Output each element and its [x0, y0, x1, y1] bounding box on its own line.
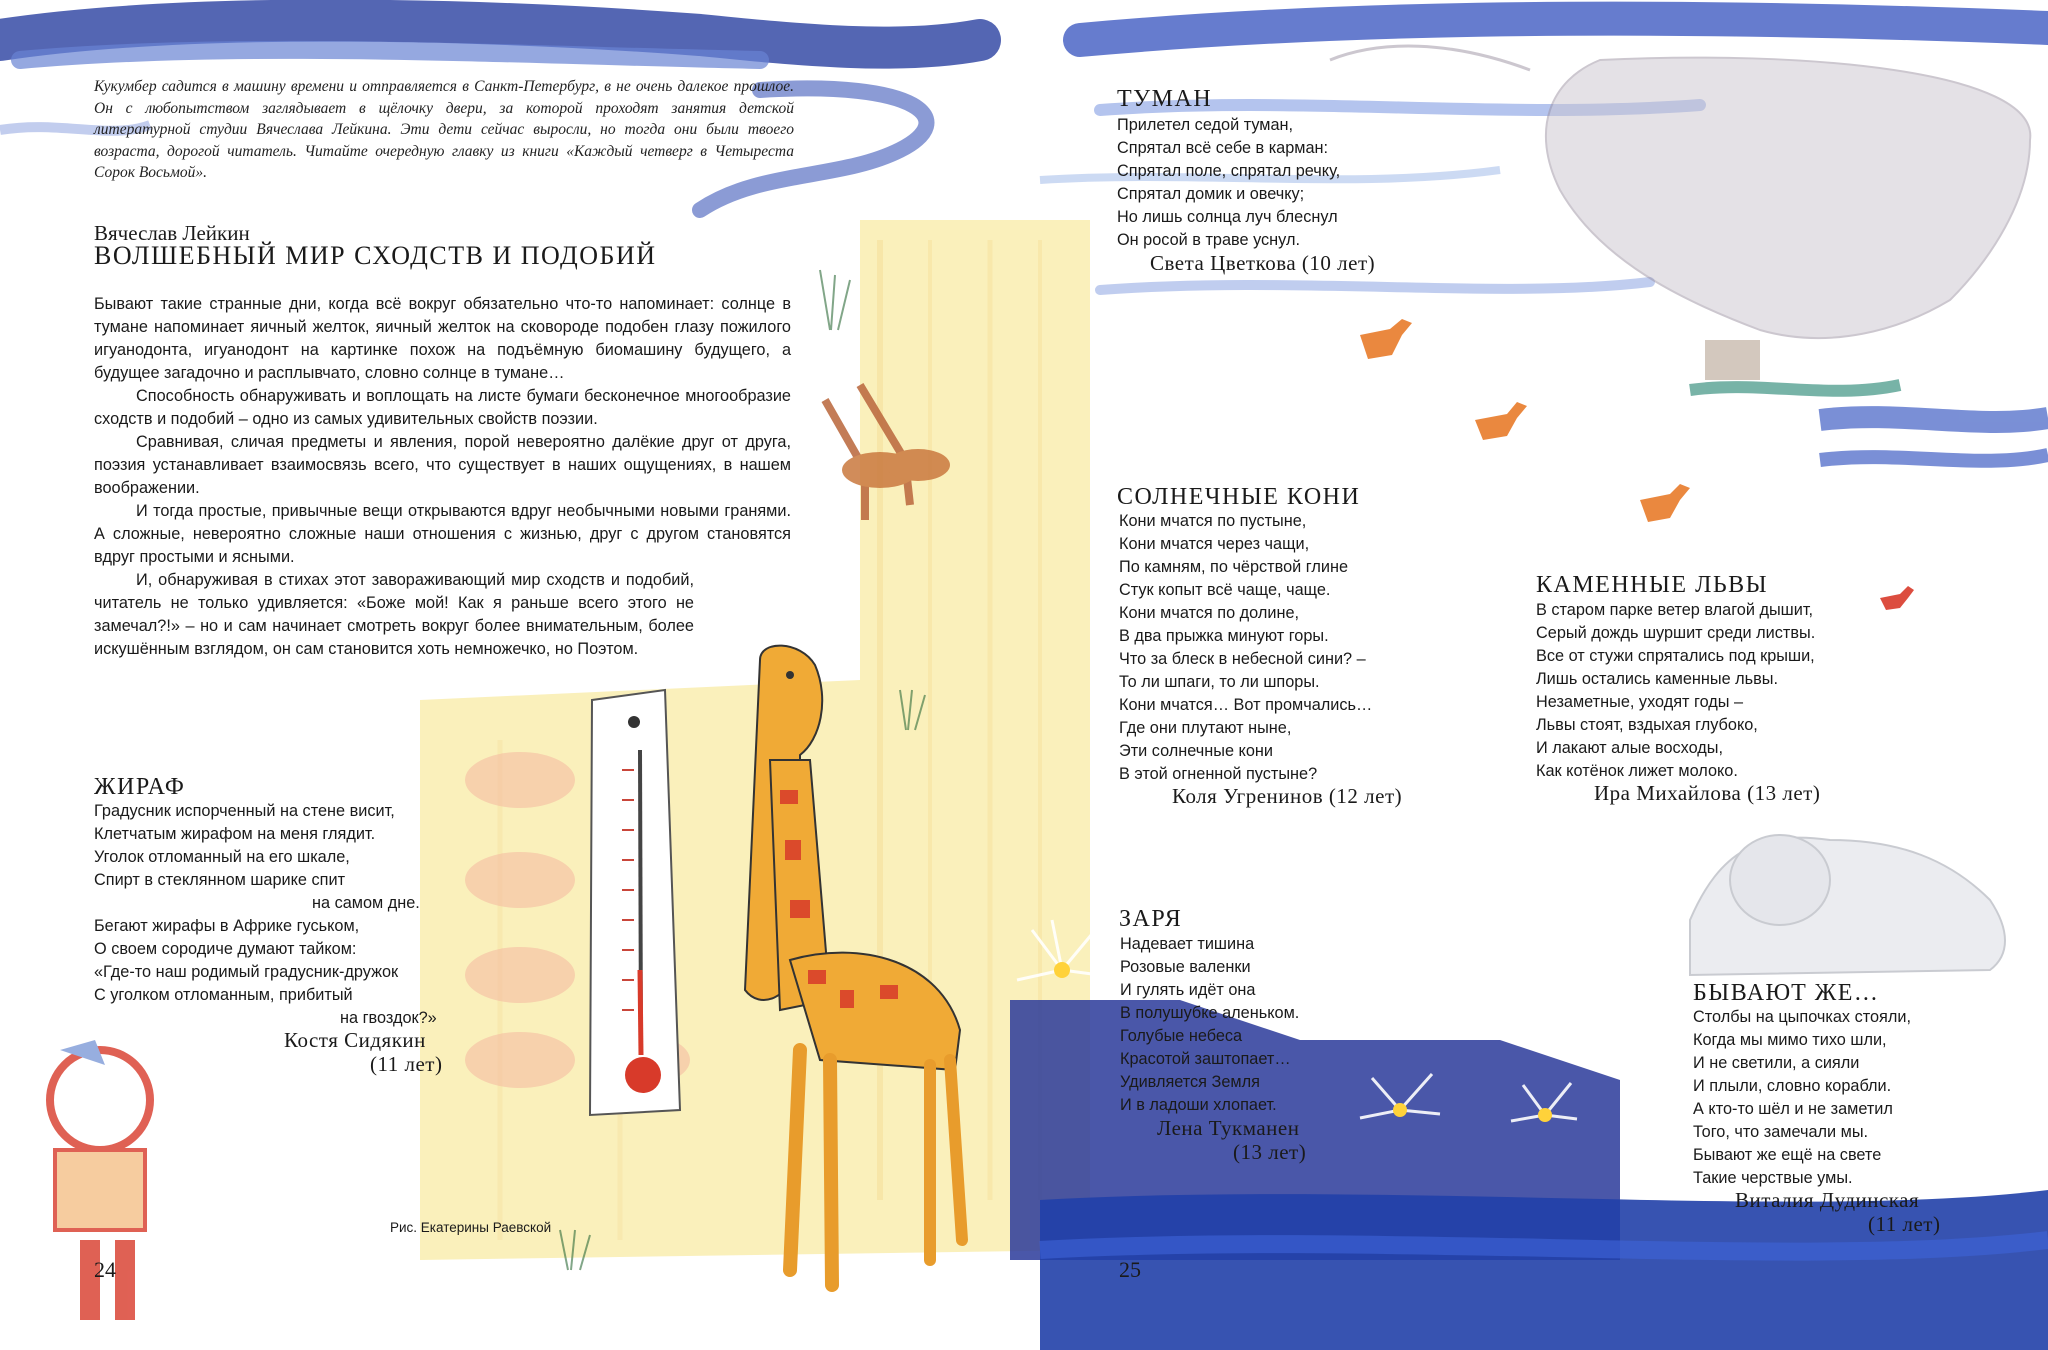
essay-paragraph: И, обнаруживая в стихах этот завораживающий мир сходств и подобий, читатель не только удивляется: «Боже мой! Как я раньше всего этого не замечал?!» – но и сам начинает смотреть вокруг более внимательным, более искушённым взглядом, он сам становится хоть немножечко, но Поэтом. — [94, 571, 694, 658]
poem-line: Кони мчатся… Вот промчались… — [1119, 696, 1373, 714]
poem-sun-horses-signature: Коля Угренинов (12 лет) — [1172, 784, 1403, 808]
poem-stone-lions-signature: Ира Михайлова (13 лет) — [1594, 781, 1821, 805]
intro-text: Кукумбер садится в машину времени и отправляется в Санкт-Петербург, в не очень далекое прошлое. Он с любопытством заглядывает в щёлочку двери, за которой проходят занятия детской литературной студии Вячеслава Лейкина. Эти дети сейчас выросли, но тогда они были твоего возраста, дорогой читатель. Читайте очередную главку из книги «Каждый четверг в Четыреста Сорок Восьмой». — [94, 78, 794, 181]
poem-line: Градусник испорченный на стене висит, — [94, 802, 395, 820]
page-number-left: 24 — [94, 1257, 116, 1282]
poem-line: Стук копыт всё чаще, чаще. — [1119, 581, 1331, 599]
poem-line: А кто-то шёл и не заметил — [1693, 1100, 1893, 1118]
poem-line: Спрятал поле, спрятал речку, — [1117, 162, 1341, 180]
poem-line: Спирт в стеклянном шарике спит — [94, 871, 346, 889]
poem-line: на самом дне. — [312, 894, 420, 912]
poem-line: С уголком отломанным, прибитый — [94, 986, 353, 1004]
poem-line: Удивляется Земля — [1120, 1073, 1260, 1091]
stone-lion-drawing — [1690, 835, 2005, 975]
poem-line: Голубые небеса — [1120, 1027, 1243, 1045]
cloud-giant-drawing — [1330, 46, 2030, 380]
thermometer-drawing — [590, 690, 680, 1115]
poem-line: Того, что замечали мы. — [1693, 1123, 1869, 1141]
poem-line: Бегают жирафы в Африке гуськом, — [94, 917, 360, 935]
poem-giraffe-author: Костя Сидякин — [284, 1028, 426, 1052]
poem-line: «Где-то наш родимый градусник-дружок — [94, 963, 399, 981]
poem-line: Незаметные, уходят годы – — [1536, 693, 1744, 711]
poem-giraffe-age: (11 лет) — [370, 1052, 443, 1076]
poem-fog-lines — [1117, 114, 1340, 252]
poem-line: О своем сородиче думают тайком: — [94, 940, 357, 958]
poem-line: Красотой заштопает… — [1120, 1050, 1291, 1068]
essay-paragraph: Бывают такие странные дни, когда всё вокруг обязательно что-то напоминает: солнце в тумане напоминает яичный желток, яичный желток на сковороде подобен глазу пожилого игуанодонта, игуанодонт на картинке похож на подъёмную биомашину будущего, а будущее загадочно и расплывчато, словно солнце в тумане… — [94, 295, 791, 382]
poem-line: Как котёнок лижет молоко. — [1536, 762, 1738, 780]
poem-line: Львы стоят, вздыхая глубоко, — [1536, 716, 1758, 734]
poem-title-happens: БЫВАЮТ ЖЕ… — [1693, 980, 1880, 1006]
poem-line: Кони мчатся через чащи, — [1119, 535, 1310, 553]
poem-title-sun-horses: СОЛНЕЧНЫЕ КОНИ — [1117, 484, 1361, 510]
poem-line: Бывают же ещё на свете — [1693, 1146, 1882, 1164]
poem-line: То ли шпаги, то ли шпоры. — [1119, 673, 1320, 691]
poem-line: В полушубке аленьком. — [1120, 1004, 1300, 1022]
essay-body — [94, 293, 791, 661]
poem-title-stone-lions: КАМЕННЫЕ ЛЬВЫ — [1536, 572, 1769, 598]
essay-paragraph: Сравнивая, сличая предметы и явления, порой невероятно далёкие друг от друга, поэзия устанавливает взаимосвязь всего, что существует в наших ощущениях, в нашем воображении. — [94, 433, 791, 497]
poem-line: И в ладоши хлопает. — [1120, 1096, 1277, 1114]
article-title: ВОЛШЕБНЫЙ МИР СХОДСТВ И ПОДОБИЙ — [94, 241, 657, 270]
poem-line: Уголок отломанный на его шкале, — [94, 848, 350, 866]
poem-line: В два прыжка минуют горы. — [1119, 627, 1329, 645]
poem-line: Спрятал всё себе в карман: — [1117, 139, 1329, 157]
poem-line: И гулять идёт она — [1120, 981, 1256, 999]
poem-happens-age: (11 лет) — [1868, 1212, 1941, 1236]
poem-title-dawn: ЗАРЯ — [1119, 906, 1183, 932]
poem-line: Где они плутают ныне, — [1119, 719, 1292, 737]
poem-happens-author: Виталия Дудинская — [1735, 1188, 1920, 1212]
poem-title-fog: ТУМАН — [1117, 86, 1213, 112]
poem-dawn-age: (13 лет) — [1233, 1140, 1307, 1164]
poem-line: Эти солнечные кони — [1119, 742, 1274, 760]
poem-line: Серый дождь шуршит среди листвы. — [1536, 624, 1816, 642]
poem-line: Прилетел седой туман, — [1117, 116, 1294, 134]
essay-paragraph: Способность обнаруживать и воплощать на листе бумаги бесконечное многообразие сходств и подобий – одно из самых удивительных свойств поэзии. — [94, 387, 791, 428]
poem-line: По камням, по чёрствой глине — [1119, 558, 1349, 576]
article-author: Вячеслав Лейкин — [94, 221, 250, 245]
poem-sun-horses-lines — [1119, 510, 1372, 786]
poem-line: Такие черствые умы. — [1693, 1169, 1853, 1187]
poem-line: В этой огненной пустыне? — [1119, 765, 1318, 783]
poem-line: Столбы на цыпочках стояли, — [1693, 1008, 1911, 1026]
poem-fog-signature: Света Цветкова (10 лет) — [1150, 251, 1376, 275]
poem-line: Все от стужи спрятались под крыши, — [1536, 647, 1815, 665]
poem-line: на гвоздок?» — [340, 1009, 437, 1027]
poem-line: И не светили, а сияли — [1693, 1054, 1860, 1072]
poem-dawn-author: Лена Тукманен — [1157, 1116, 1300, 1140]
poem-line: В старом парке ветер влагой дышит, — [1536, 601, 1813, 619]
poem-line: Он росой в траве уснул. — [1117, 231, 1300, 249]
poem-happens-lines — [1693, 1006, 1911, 1190]
poem-line: Спрятал домик и овечку; — [1117, 185, 1305, 203]
poem-giraffe-lines — [94, 800, 437, 1030]
poem-line: Когда мы мимо тихо шли, — [1693, 1031, 1887, 1049]
poem-dawn-lines — [1120, 933, 1299, 1117]
poem-line: Кони мчатся по пустыне, — [1119, 512, 1307, 530]
poem-line: Лишь остались каменные львы. — [1536, 670, 1779, 688]
essay-paragraph: И тогда простые, привычные вещи открываются вдруг необычными новыми гранями. А сложные, невероятно сложные наши отношения с жизнью, друг с другом становятся вдруг простыми и ясными. — [94, 502, 791, 566]
poem-line: Надевает тишина — [1120, 935, 1255, 953]
illustration-credit: Рис. Екатерины Раевской — [390, 1220, 552, 1235]
poem-line: Что за блеск в небесной сини? – — [1119, 650, 1366, 668]
poem-title-giraffe: ЖИРАФ — [94, 774, 186, 800]
poem-line: Кони мчатся по долине, — [1119, 604, 1300, 622]
page-number-right: 25 — [1119, 1257, 1141, 1282]
poem-line: И плыли, словно корабли. — [1693, 1077, 1892, 1095]
poem-line: Но лишь солнца луч блеснул — [1117, 208, 1338, 226]
poem-stone-lions-lines — [1536, 599, 1815, 783]
poem-line: Клетчатым жирафом на меня глядит. — [94, 825, 376, 843]
river-waves — [1690, 385, 2048, 461]
poem-line: И лакают алые восходы, — [1536, 739, 1724, 757]
poem-line: Розовые валенки — [1120, 958, 1251, 976]
